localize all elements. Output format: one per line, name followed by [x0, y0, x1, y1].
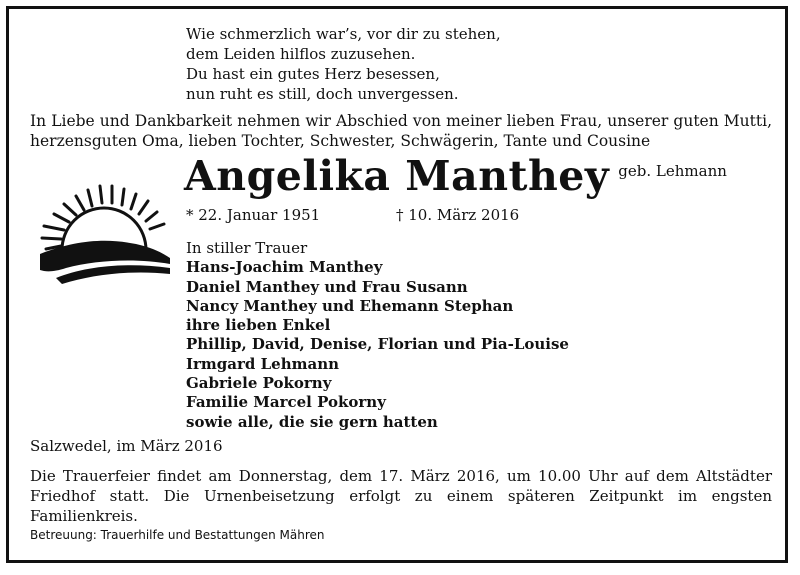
funeral-service-credit: Betreuung: Trauerhilfe und Bestattungen Mähren	[30, 528, 325, 542]
funeral-details: Die Trauerfeier findet am Donnerstag, dem 17. März 2016, um 10.00 Uhr auf dem Altstädter Friedhof statt. Die Urnenbeisetzung erfolgt zu einem späteren Zeitpunkt im engsten Familienkreis.	[30, 467, 772, 525]
poem-line: dem Leiden hilflos zuzusehen.	[186, 45, 416, 63]
poem-line: Wie schmerzlich war’s, vor dir zu stehen,	[186, 25, 501, 43]
memorial-poem	[186, 24, 501, 104]
mourner-line: Gabriele Pokorny	[186, 374, 332, 393]
mourner-line: Irmgard Lehmann	[186, 354, 340, 373]
farewell-intro: In Liebe und Dankbarkeit nehmen wir Abschied von meiner lieben Frau, unserer guten Mutti, herzensguten Oma, lieben Tochter, Schwester, Schwägerin, Tante und Cousine	[30, 112, 772, 150]
death-date: † 10. März 2016	[396, 206, 520, 224]
mourner-line: Hans-Joachim Manthey	[186, 258, 383, 277]
mourner-line: Phillip, David, Denise, Florian und Pia-Louise	[186, 335, 569, 354]
deceased-heading	[184, 148, 727, 204]
mourner-line: Daniel Manthey und Frau Susann	[186, 277, 468, 296]
mourners-heading: In stiller Trauer	[186, 239, 308, 257]
maiden-name: geb. Lehmann	[618, 162, 727, 180]
place-date: Salzwedel, im März 2016	[30, 437, 223, 455]
mourners-list	[186, 239, 569, 432]
mourner-line: Familie Marcel Pokorny	[186, 393, 386, 412]
deceased-name: Angelika Manthey	[184, 152, 610, 200]
mourner-line: ihre lieben Enkel	[186, 316, 331, 335]
sunset-hills-icon	[36, 182, 172, 286]
poem-line: nun ruht es still, doch unvergessen.	[186, 85, 459, 103]
mourner-line: Nancy Manthey und Ehemann Stephan	[186, 296, 514, 315]
mourner-line: sowie alle, die sie gern hatten	[186, 412, 438, 431]
birth-date: * 22. Januar 1951	[186, 206, 321, 224]
poem-line: Du hast ein gutes Herz besessen,	[186, 65, 440, 83]
